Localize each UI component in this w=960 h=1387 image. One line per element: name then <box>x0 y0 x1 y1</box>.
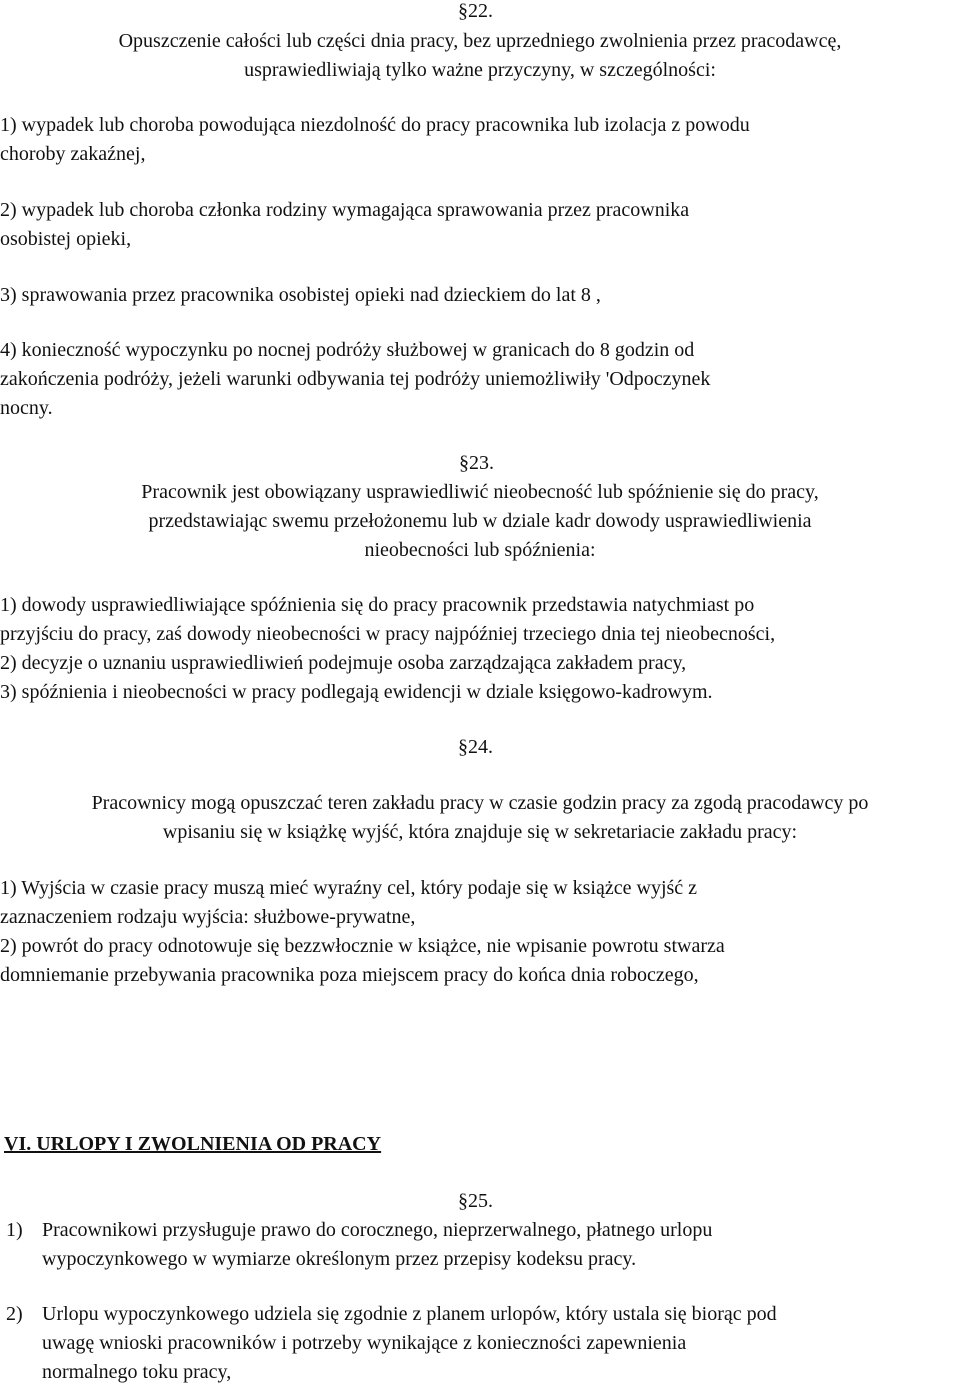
s22-intro-line-2: usprawiedliwiają tylko ważne przyczyny, w szczególności: <box>244 59 716 81</box>
s22-item-2-line-2: osobistej opieki, <box>0 228 132 250</box>
s22-item-1-line-1: 1) wypadek lub choroba powodująca niezdolność do pracy pracownika lub izolacja z powodu <box>0 114 750 136</box>
s22-item-4-line-2: zakończenia podróży, jeżeli warunki odbywania tej podróży uniemożliwiły 'Odpoczynek <box>0 368 711 390</box>
s23-item-line-2: przyjściu do pracy, zaś dowody nieobecności w pracy najpóźniej trzeciego dnia tej nieobecności, <box>0 623 776 645</box>
s25-item-2-line-1: Urlopu wypoczynkowego udziela się zgodnie z planem urlopów, który ustala się biorąc pod <box>42 1303 777 1325</box>
s24-intro-line-2: wpisaniu się w książkę wyjść, która znajduje się w sekretariacie zakładu pracy: <box>162 821 798 843</box>
s25-item-1-line-1: Pracownikowi przysługuje prawo do corocznego, nieprzerwalnego, płatnego urlopu <box>42 1219 713 1241</box>
s25-item-2-line-3: normalnego toku pracy, <box>42 1361 232 1383</box>
s22-item-3-line-1: 3) sprawowania przez pracownika osobistej opieki nad dzieckiem do lat 8 , <box>0 284 601 306</box>
s25-item-1-line-2: wypoczynkowego w wymiarze określonym przez przepisy kodeksu pracy. <box>42 1248 637 1270</box>
section-title-22: §22. <box>458 0 493 22</box>
section-title-25: §25. <box>458 1190 493 1212</box>
s23-intro-line-2: przedstawiając swemu przełożonemu lub w dziale kadr dowody usprawiedliwienia <box>148 510 812 532</box>
s23-item-line-1: 1) dowody usprawiedliwiające spóźnienia się do pracy pracownik przedstawia natychmiast po <box>0 594 755 616</box>
s22-item-4-line-3: nocny. <box>0 397 53 419</box>
s22-intro-line-1: Opuszczenie całości lub części dnia pracy, bez uprzedniego zwolnienia przez pracodawcę, <box>118 30 842 52</box>
section-title-24: §24. <box>458 736 493 758</box>
s24-intro-line-1: Pracownicy mogą opuszczać teren zakładu pracy w czasie godzin pracy za zgodą pracodawcy po <box>91 792 869 814</box>
s25-item-1-number: 1) <box>6 1219 23 1241</box>
s24-item-line-4: domniemanie przebywania pracownika poza miejscem pracy do końca dnia roboczego, <box>0 964 699 986</box>
s24-item-line-3: 2) powrót do pracy odnotowuje się bezzwłocznie w książce, nie wpisanie powrotu stwarza <box>0 935 725 957</box>
s22-item-2-line-1: 2) wypadek lub choroba członka rodziny wymagająca sprawowania przez pracownika <box>0 199 690 221</box>
s22-item-4-line-1: 4) konieczność wypoczynku po nocnej podróży służbowej w granicach do 8 godzin od <box>0 339 695 361</box>
s22-item-1-line-2: choroby zakaźnej, <box>0 143 146 165</box>
section-title-23: §23. <box>459 452 494 474</box>
s24-item-line-2: zaznaczeniem rodzaju wyjścia: służbowe-prywatne, <box>0 906 416 928</box>
s23-intro-line-3: nieobecności lub spóźnienia: <box>364 539 596 561</box>
s23-item-line-3: 2) decyzje o uznaniu usprawiedliwień podejmuje osoba zarządzająca zakładem pracy, <box>0 652 687 674</box>
s25-item-2-line-2: uwagę wnioski pracowników i potrzeby wynikające z konieczności zapewnienia <box>42 1332 687 1354</box>
s25-item-2-number: 2) <box>6 1303 23 1325</box>
s24-item-line-1: 1) Wyjścia w czasie pracy muszą mieć wyraźny cel, który podaje się w książce wyjść z <box>0 877 698 899</box>
s23-intro-line-1: Pracownik jest obowiązany usprawiedliwić nieobecność lub spóźnienie się do pracy, <box>141 481 819 503</box>
chapter-heading: VI. URLOPY I ZWOLNIENIA OD PRACY <box>4 1133 382 1155</box>
s23-item-line-4: 3) spóźnienia i nieobecności w pracy podlegają ewidencji w dziale księgowo-kadrowym. <box>0 681 713 703</box>
